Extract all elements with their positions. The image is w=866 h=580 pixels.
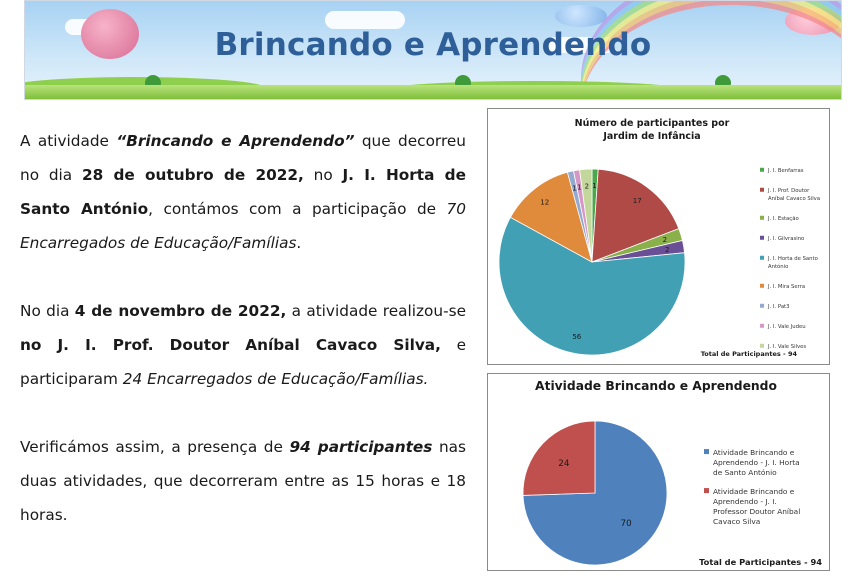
- legend-swatch: [760, 236, 764, 240]
- legend-swatch: [760, 344, 764, 348]
- paragraph-second-event: No dia 4 de novembro de 2022, a atividade realizou-se no J. I. Prof. Doutor Aníbal Cavaco Silva, e participaram 24 Encarregados de Educação/Famílias.: [20, 302, 466, 388]
- data-label: 1: [577, 183, 582, 192]
- data-label: 70: [620, 519, 632, 530]
- pie-chart-participants-by-school: [487, 108, 830, 365]
- legend-swatch: [704, 488, 709, 493]
- legend-swatch: [760, 284, 764, 288]
- legend-item: de Santo António: [713, 468, 777, 477]
- chart-footer: Total de Participantes - 94: [700, 350, 797, 358]
- paragraph-summary: Verificámos assim, a presença de 94 participantes nas duas atividades, que decorreram entre as 15 horas e 18 horas.: [20, 438, 466, 524]
- chart-title: Jardim de Infância: [603, 131, 701, 142]
- legend-item: Cavaco Silva: [713, 517, 761, 526]
- legend-item: António: [768, 264, 789, 270]
- data-label: 2: [584, 182, 590, 191]
- legend-swatch: [760, 324, 764, 328]
- legend-item: Aníbal Cavaco Silva: [768, 196, 821, 202]
- legend-item: Professor Doutor Aníbal: [713, 507, 801, 516]
- data-label: 1: [592, 182, 597, 191]
- legend-item: Atividade Brincando e: [713, 487, 795, 496]
- legend-item: J. I. Horta de Santo: [768, 256, 818, 262]
- legend-swatch: [760, 256, 764, 260]
- pie-chart-2-svg: [488, 374, 831, 572]
- grass-decoration: [25, 85, 841, 99]
- chart-title: Atividade Brincando e Aprendendo: [535, 379, 777, 393]
- chart-footer: Total de Participantes - 94: [699, 557, 822, 567]
- legend-item: J. I. Mira Serra: [768, 284, 806, 290]
- pie-chart-1-svg: [488, 109, 831, 366]
- legend-swatch: [760, 304, 764, 308]
- data-label: 12: [540, 198, 550, 207]
- legend-item: Aprendendo - J. I.: [713, 497, 777, 506]
- data-label: 2: [662, 235, 668, 244]
- legend-item: J. I. Vale Silves: [768, 344, 807, 350]
- legend-item: J. I. Estação: [768, 216, 799, 222]
- legend-item: J. I. Pat3: [768, 304, 790, 310]
- article-body: [20, 124, 466, 566]
- data-label: 2: [664, 245, 670, 254]
- data-label: 56: [572, 333, 582, 342]
- legend-swatch: [704, 449, 709, 454]
- legend-item: Aprendendo - J. I. Horta: [713, 458, 800, 467]
- legend-swatch: [760, 216, 764, 220]
- banner: [24, 0, 842, 100]
- data-label: 24: [558, 459, 570, 469]
- data-label: 1: [572, 184, 577, 193]
- legend-swatch: [760, 188, 764, 192]
- chart-title: Número de participantes por: [574, 118, 730, 129]
- hot-air-balloon-icon: [555, 5, 607, 27]
- legend-item: Atividade Brincando e: [713, 448, 795, 457]
- legend-item: J. I. Vale Judeu: [768, 324, 806, 330]
- page-title: Brincando e Aprendendo: [214, 27, 652, 63]
- legend-swatch: [760, 168, 764, 172]
- pie-chart-activity: [487, 373, 830, 571]
- paragraph-first-event: A atividade “Brincando e Aprendendo” que decorreu no dia 28 de outubro de 2022, no J. I. Horta de Santo António, contámos com a participação de 70 Encarregados de Educação/Famílias.: [20, 132, 467, 252]
- legend-item: J. I. Gilvrasino: [768, 236, 805, 242]
- data-label: 17: [632, 197, 642, 206]
- legend-item: J. I. Benfarras: [768, 168, 804, 174]
- legend-item: J. I. Prof. Doutor: [768, 188, 810, 194]
